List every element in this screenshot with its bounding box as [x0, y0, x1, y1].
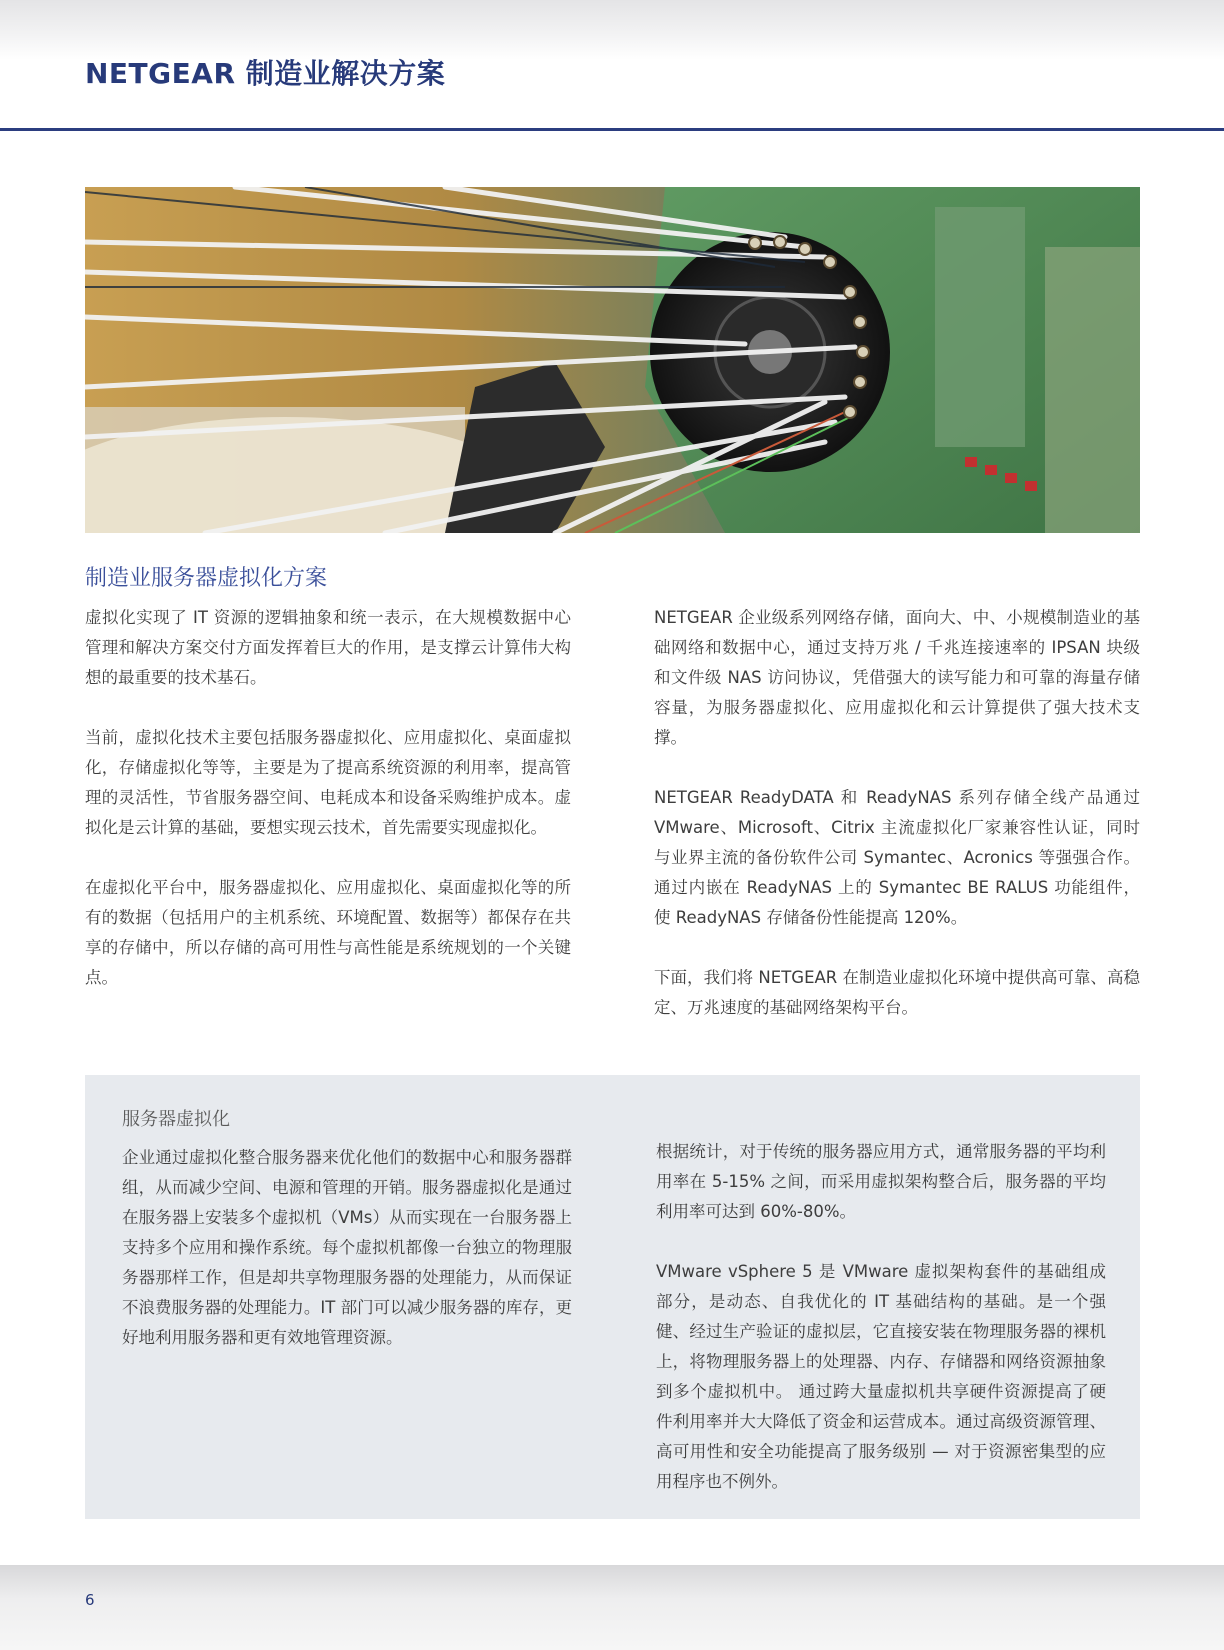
footer-band: [0, 1565, 1224, 1650]
paragraph: 当前，虚拟化技术主要包括服务器虚拟化、应用虚拟化、桌面虚拟化，存储虚拟化等等，主要是为了提高系统资源的利用率，提高管理的灵活性，节省服务器空间、电耗成本和设备采购维护成本。虚拟化是云计算的基础，要想实现云技术，首先需要实现虚拟化。: [85, 728, 571, 837]
box-right-column: [656, 1137, 1106, 1527]
paragraph: VMware vSphere 5 是 VMware 虚拟架构套件的基础组成部分，是动态、自我优化的 IT 基础结构的基础。是一个强健、经过生产验证的虚拟层，它直接安装在物理服务器的裸机上，将物理服务器上的处理器、内存、存储器和网络资源抽象到多个虚拟机中。 通过跨大量虚拟机共享硬件资源提高了硬件利用率并大大降低了资金和运营成本。通过高级资源管理、高可用性和安全功能提高了服务级别 — 对于资源密集型的应用程序也不例外。: [656, 1262, 1106, 1491]
page-number: 6: [85, 1591, 95, 1609]
section-right-column: [654, 603, 1140, 1053]
paragraph: NETGEAR ReadyDATA 和 ReadyNAS 系列存储全线产品通过 VMware、Microsoft、Citrix 主流虚拟化厂家兼容性认证，同时与业界主流的备份软件公司 Symantec、Acronics 等强强合作。通过内嵌在 ReadyNAS 上的 Symantec BE RALUS 功能组件，使 ReadyNAS 存储备份性能提高 120%。: [654, 788, 1140, 927]
paragraph: 企业通过虚拟化整合服务器来优化他们的数据中心和服务器群组，从而减少空间、电源和管理的开销。服务器虚拟化是通过在服务器上安装多个虚拟机（VMs）从而实现在一台服务器上支持多个应用和操作系统。每个虚拟机都像一台独立的物理服务器那样工作，但是却共享物理服务器的处理能力，从而保证不浪费服务器的处理能力。IT 部门可以减少服务器的库存，更好地利用服务器和更有效地管理资源。: [122, 1148, 572, 1347]
paragraph: NETGEAR 企业级系列网络存储，面向大、中、小规模制造业的基础网络和数据中心，通过支持万兆 / 千兆连接速率的 IPSAN 块级和文件级 NAS 访问协议，凭借强大的读写能力和可靠的海量存储容量，为服务器虚拟化、应用虚拟化和云计算提供了强大技术支撑。: [654, 608, 1140, 747]
section-left-column: [85, 603, 571, 1023]
paragraph: 根据统计，对于传统的服务器应用方式，通常服务器的平均利用率在 5-15% 之间，而采用虚拟架构整合后，服务器的平均利用率可达到 60%-80%。: [656, 1142, 1106, 1221]
paragraph: 在虚拟化平台中，服务器虚拟化、应用虚拟化、桌面虚拟化等的所有的数据（包括用户的主机系统、环境配置、数据等）都保存在共享的存储中，所以存储的高可用性与高性能是系统规划的一个关键点。: [85, 878, 571, 987]
header-divider: [0, 128, 1224, 131]
section-heading: 制造业服务器虚拟化方案: [85, 566, 328, 591]
page-header-title: NETGEAR 制造业解决方案: [85, 57, 446, 90]
industrial-wire-stranding-machine-photo: [85, 187, 1140, 533]
hero-image: [85, 187, 1140, 533]
header-band: [0, 0, 1224, 60]
box-title: 服务器虚拟化: [122, 1109, 230, 1130]
box-left-column: [122, 1143, 572, 1383]
paragraph: 虚拟化实现了 IT 资源的逻辑抽象和统一表示，在大规模数据中心管理和解决方案交付方面发挥着巨大的作用，是支撑云计算伟大构想的最重要的技术基石。: [85, 608, 571, 687]
paragraph: 下面，我们将 NETGEAR 在制造业虚拟化环境中提供高可靠、高稳定、万兆速度的基础网络架构平台。: [654, 968, 1140, 1017]
